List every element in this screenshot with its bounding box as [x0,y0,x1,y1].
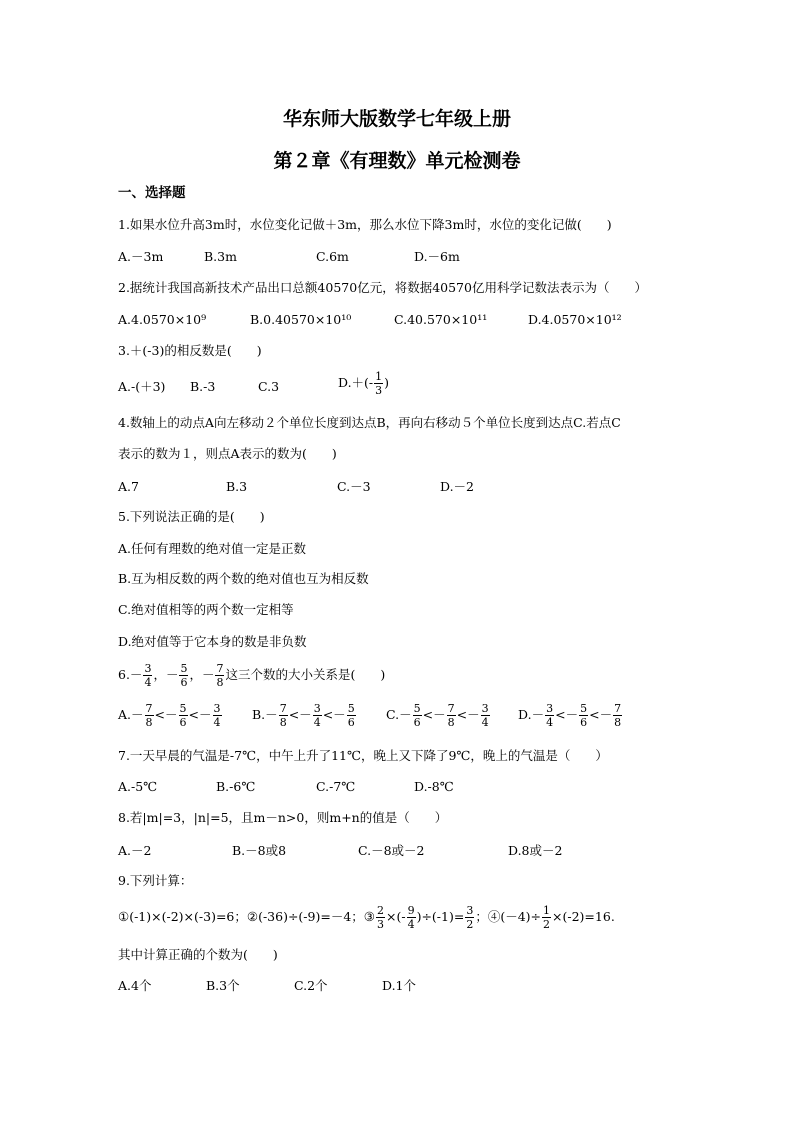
q2-option-b: B.0.40570×10¹⁰ [250,312,352,327]
q1-option-b: B.3m [204,249,237,264]
fraction-denominator: 2 [466,918,474,931]
less-than-sign: < [322,707,334,722]
q7-option-c: C.-7℃ [316,779,356,794]
fraction-denominator: 6 [180,676,188,689]
fraction-numerator: 1 [543,904,551,917]
option-fraction [613,702,622,729]
fraction-numerator: 3 [466,904,474,917]
section-heading: 一、选择题 [118,185,186,201]
q9-fraction [465,904,474,931]
fraction-denominator: 3 [377,918,384,931]
q2-option-d: D.4.0570×10¹² [528,312,622,327]
fraction-denominator: 8 [279,716,287,729]
q5-option-d: D.绝对值等于它本身的数是非负数 [118,634,307,649]
fraction-denominator: 6 [580,716,588,729]
q3-option-d-prefix: D.＋(- [338,375,374,390]
q6-fraction-1 [143,662,152,689]
q3-option-d-suffix: ) [384,375,390,390]
fraction-numerator: 3 [313,702,321,715]
option-fraction [179,702,188,729]
q9-expr-part: ；④(－4)÷ [475,909,542,924]
question-9-stem: 9.下列计算： [118,873,193,888]
q9-expr-part: ×(-2)=16. [552,909,615,924]
less-than-sign: < [422,707,434,722]
option-label: B. [252,707,266,722]
fraction-denominator: 4 [481,716,489,729]
q9-expr-part: ①(-1)×(-2)×(-3)=6；②(-36)÷(-9)=－4；③ [118,909,375,924]
q6-option-c [386,702,491,729]
q6-option-a [118,702,223,729]
q1-option-c: C.6m [316,249,349,264]
question-4-stem-line-2: 表示的数为１，则点A表示的数为( ) [118,446,337,461]
q3-option-d [338,370,389,397]
fraction-numerator: 7 [145,702,153,715]
q9-option-a: A.4个 [118,978,152,993]
q7-option-b: B.-6℃ [216,779,256,794]
fraction-numerator: 3 [213,702,221,715]
q9-expr-part: ×(- [386,909,406,924]
less-than-sign: < [555,707,566,722]
option-fraction [579,702,588,729]
document-subtitle: 第２章《有理数》单元检测卷 [273,150,521,172]
fraction-numerator: 7 [447,702,455,715]
fraction-denominator: 4 [313,716,321,729]
minus-sign: － [165,707,178,722]
q6-prefix: 6.－ [118,667,143,682]
fraction-numerator: 3 [481,702,489,715]
q9-option-d: D.1个 [382,978,417,993]
question-6-stem [118,662,385,689]
q8-option-a: A.－2 [118,843,152,858]
option-fraction [279,702,288,729]
q5-option-a: A.任何有理数的绝对值一定是正数 [118,541,307,556]
q5-option-c: C.绝对值相等的两个数一定相等 [118,602,294,617]
q1-option-a: A.－3m [118,249,164,264]
option-fraction [447,702,456,729]
option-fraction [545,702,554,729]
q2-option-a: A.4.0570×10⁹ [118,312,207,327]
fraction-numerator: 9 [407,904,415,917]
minus-sign: － [531,707,545,722]
q9-fraction [376,904,385,931]
q3-option-b: B.-3 [190,379,216,394]
q9-option-b: B.3个 [206,978,240,993]
fraction-numerator: 2 [377,904,384,917]
question-3-stem: 3.＋(-3)的相反数是( ) [118,343,262,358]
less-than-sign: < [456,707,468,722]
fraction-denominator: 4 [144,676,152,689]
q3-option-a: A.-(＋3) [118,379,166,394]
q9-expr-part: )÷(-1)= [416,909,465,924]
q1-option-d: D.－6m [414,249,460,264]
document-title: 华东师大版数学七年级上册 [282,108,511,130]
minus-sign: － [265,707,278,722]
q6-separator: ，－ [189,667,215,682]
fraction-numerator: 5 [413,702,421,715]
less-than-sign: < [589,707,600,722]
question-2-stem: 2.据统计我国高新技术产品出口总额40570亿元，将数据40570亿用科学记数法表示为（ ） [118,280,647,295]
option-label: C. [386,707,400,722]
fraction-denominator: 4 [407,918,415,931]
q9-fraction [542,904,551,931]
question-4-stem-line-1: 4.数轴上的动点A向左移动２个单位长度到达点B，再向右移动５个单位长度到达点C.若点C [118,415,621,430]
q7-option-d: D.-8℃ [414,779,454,794]
minus-sign: － [433,707,446,722]
less-than-sign: < [288,707,300,722]
fraction-denominator: 6 [179,716,187,729]
less-than-sign: < [154,707,166,722]
option-label: D. [518,707,532,722]
q8-option-c: C.－8或－2 [358,843,425,858]
question-9-expressions [118,904,615,931]
fraction-numerator: 7 [216,662,224,675]
q9-fraction [407,904,416,931]
question-5-stem: 5.下列说法正确的是( ) [118,509,265,524]
fraction-denominator: 4 [546,716,554,729]
q2-option-c: C.40.570×10¹¹ [394,312,488,327]
option-label: A. [118,707,132,722]
option-fraction [481,702,490,729]
minus-sign: － [467,707,480,722]
q8-option-d: D.8或－2 [508,843,563,858]
fraction-numerator: 7 [279,702,287,715]
q6-fraction-2 [179,662,188,689]
q5-option-b: B.互为相反数的两个数的绝对值也互为相反数 [118,571,369,586]
option-fraction [313,702,322,729]
minus-sign: － [333,707,346,722]
q3-option-c: C.3 [258,379,280,394]
minus-sign: － [399,707,412,722]
q8-option-b: B.－8或8 [232,843,287,858]
q6-separator: ，－ [153,667,179,682]
q4-option-a: A.7 [118,479,139,494]
fraction-numerator: 3 [546,702,554,715]
question-1-stem: 1.如果水位升高3m时，水位变化记做＋3m，那么水位下降3m时，水位的变化记做( ) [118,217,612,232]
option-fraction [347,702,356,729]
fraction-denominator: 2 [543,918,551,931]
fraction-numerator: 5 [179,702,187,715]
fraction-denominator: 3 [375,384,383,397]
fraction-denominator: 4 [213,716,221,729]
fraction-numerator: 5 [347,702,355,715]
less-than-sign: < [188,707,200,722]
fraction-denominator: 8 [145,716,153,729]
q4-option-b: B.3 [226,479,248,494]
fraction-denominator: 6 [413,716,421,729]
fraction-denominator: 8 [216,676,224,689]
q6-suffix: 这三个数的大小关系是( ) [225,667,386,682]
question-9-stem-line-2: 其中计算正确的个数为( ) [118,947,278,962]
q9-option-c: C.2个 [294,978,328,993]
fraction-denominator: 6 [347,716,355,729]
q3-option-d-fraction [374,370,383,397]
fraction-numerator: 1 [375,370,383,383]
q6-fraction-3 [215,662,224,689]
q4-option-d: D.－2 [440,479,475,494]
fraction-numerator: 5 [580,702,588,715]
minus-sign: － [565,707,579,722]
question-7-stem: 7.一天早晨的气温是-7℃，中午上升了11℃，晚上又下降了9℃，晚上的气温是（ ） [118,748,608,763]
minus-sign: － [599,707,613,722]
option-fraction [213,702,222,729]
q6-option-b [252,702,357,729]
q6-option-d [518,702,623,729]
fraction-denominator: 8 [614,716,622,729]
minus-sign: － [199,707,212,722]
minus-sign: － [131,707,144,722]
fraction-denominator: 8 [447,716,455,729]
fraction-numerator: 3 [144,662,152,675]
option-fraction [145,702,154,729]
q7-option-a: A.-5℃ [118,779,158,794]
fraction-numerator: 7 [614,702,622,715]
fraction-numerator: 5 [180,662,188,675]
minus-sign: － [299,707,312,722]
question-8-stem: 8.若|m|=3，|n|=5，且m－n>0，则m+n的值是（ ） [118,810,448,825]
option-fraction [413,702,422,729]
q4-option-c: C.－3 [337,479,371,494]
